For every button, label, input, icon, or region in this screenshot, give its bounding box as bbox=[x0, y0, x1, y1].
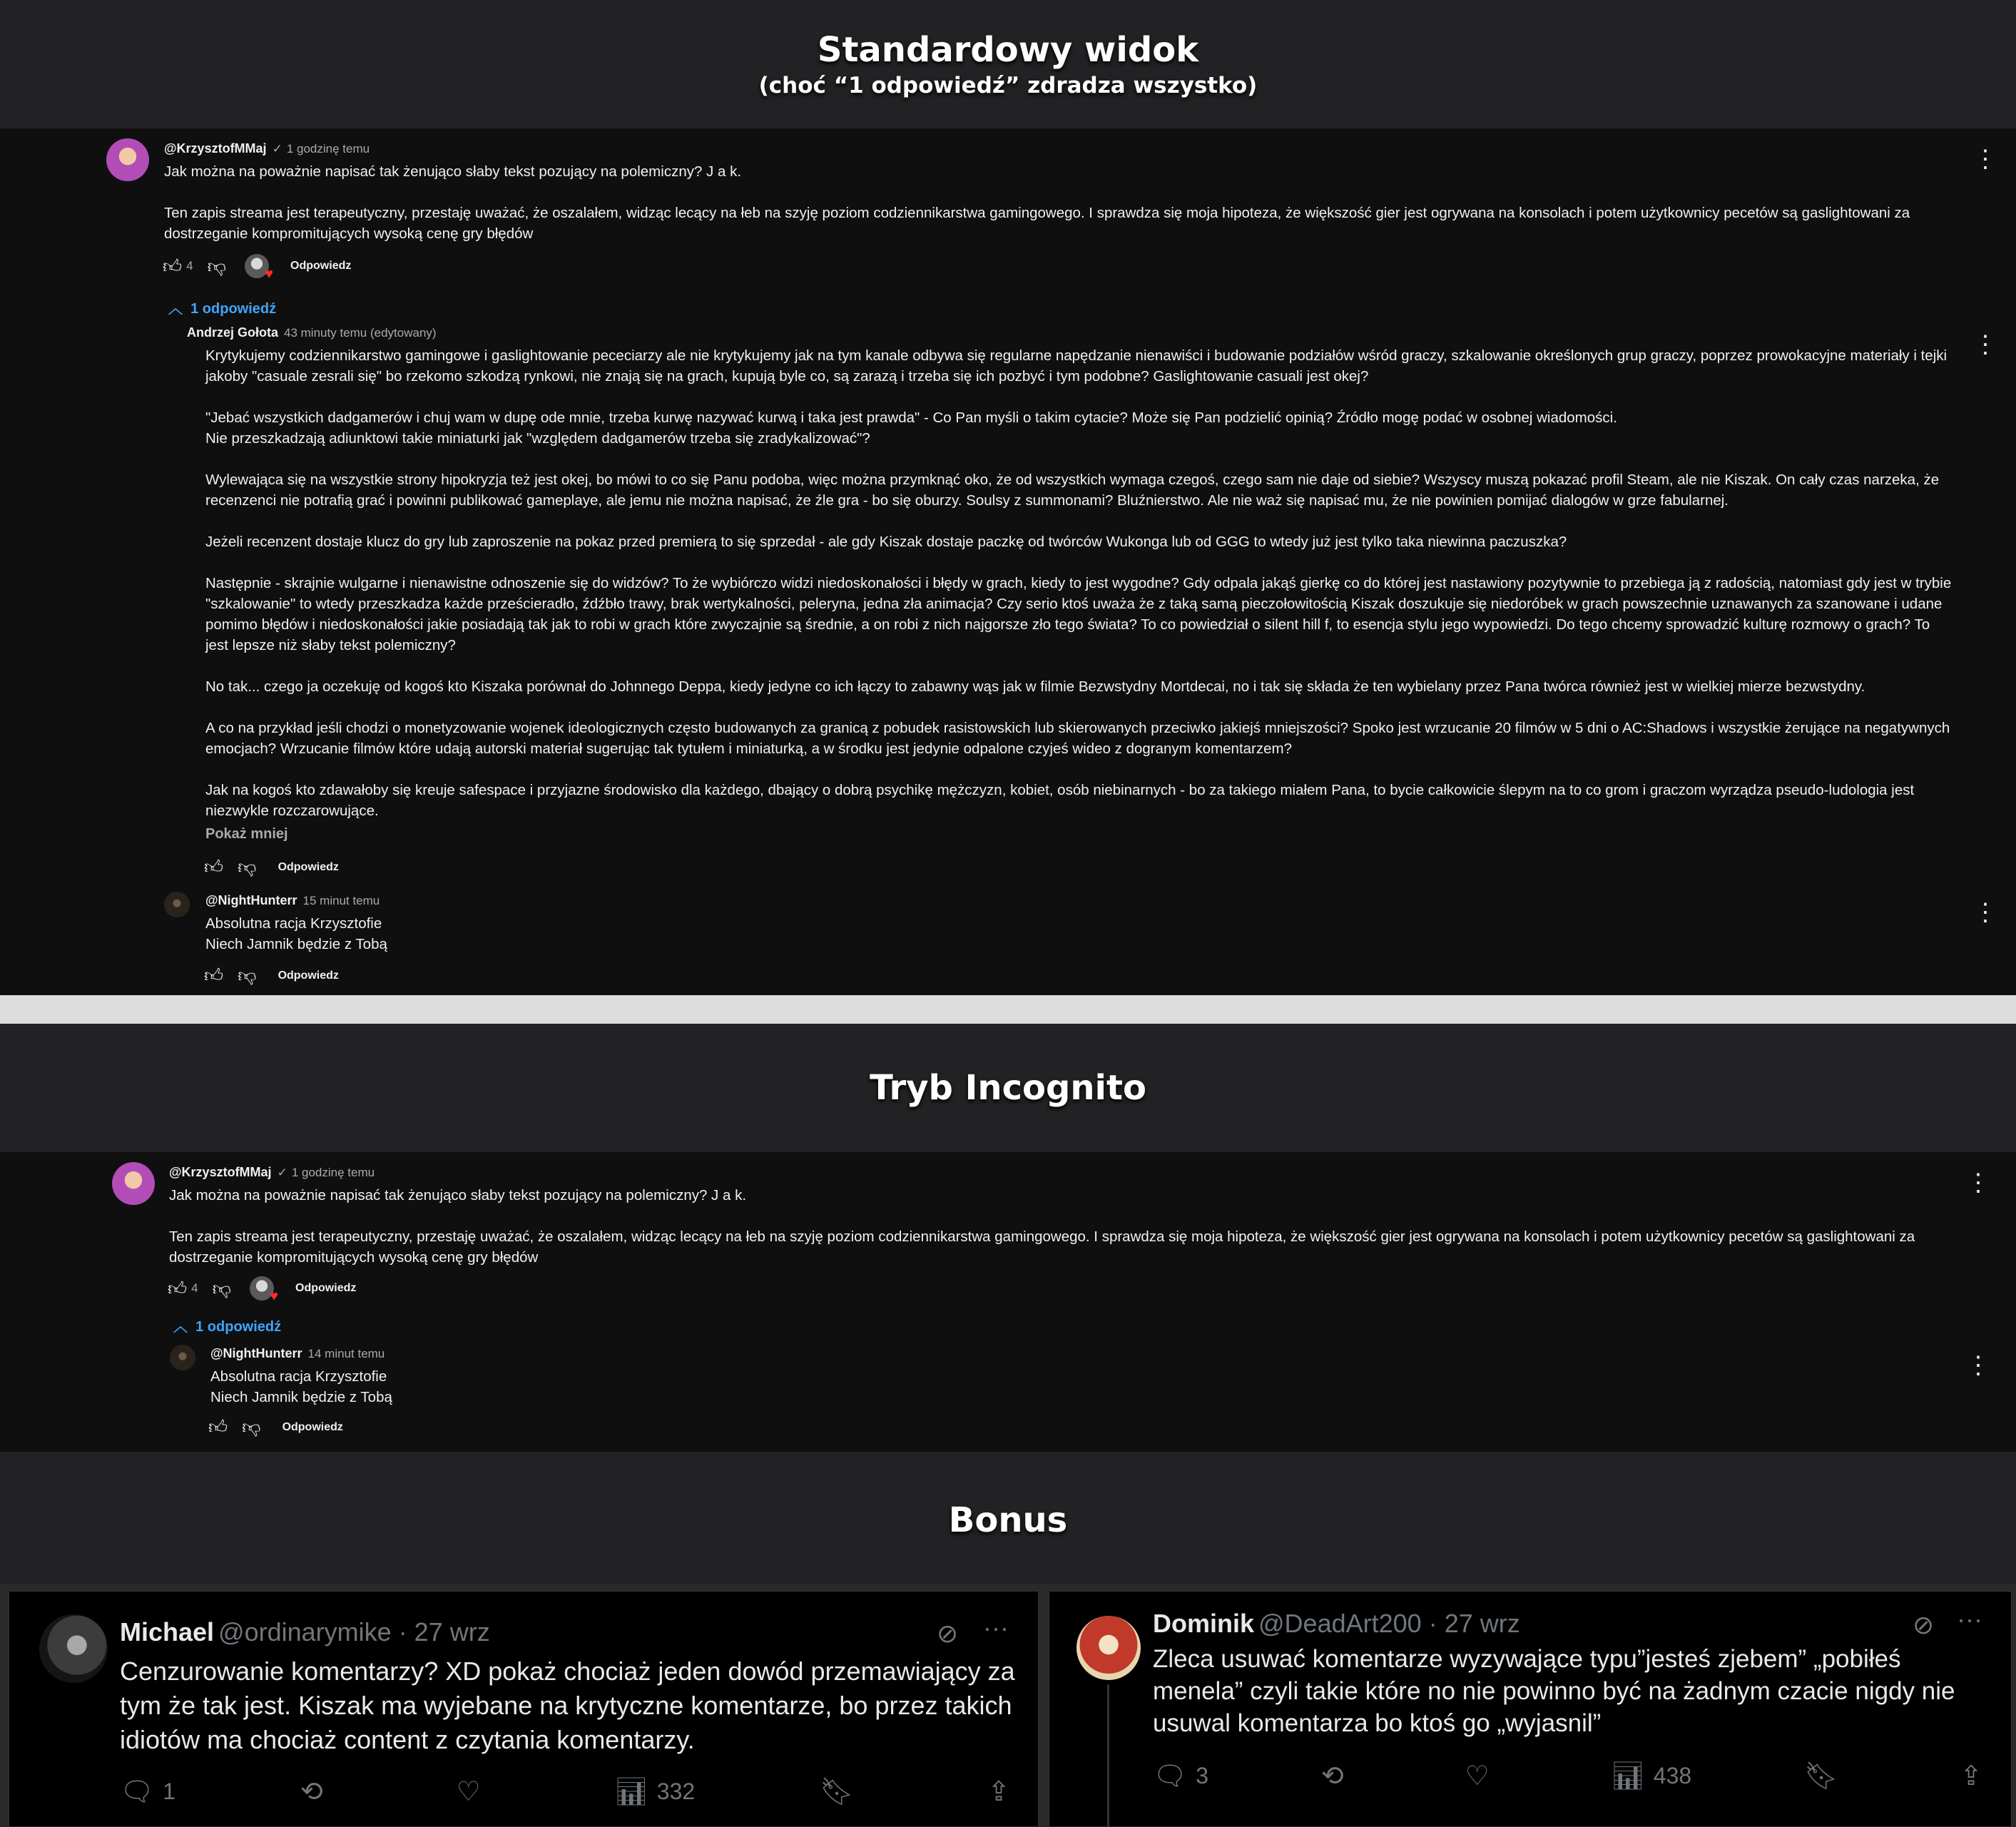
comment-text: Jak można na poważnie napisać tak żenująco słaby tekst pozujący na polemiczny? J a k. Ten zapis streama jest terapeutyczny, przestaję uważać, że oszalałem, widząc lecący na łeb na szyję poziom codziennikarstwa gamingowego. I sprawdza się moja hipoteza, że większość gier jest ogrywana na konsolach i potem użytkownicy pecetów są gaslightowani za dostrzeganie kompromitujących wysoką cenę gry błędów bbox=[169, 1187, 1915, 1266]
reply-button[interactable]: Odpowiedz bbox=[278, 969, 339, 982]
like-count: 4 bbox=[186, 259, 193, 273]
tweet-card[interactable] bbox=[9, 1591, 1039, 1827]
thread-line bbox=[1107, 1684, 1109, 1827]
like-action[interactable] bbox=[457, 1776, 489, 1808]
share-icon: ⇪ bbox=[1960, 1761, 1982, 1791]
reply-button[interactable]: Odpowiedz bbox=[295, 1282, 357, 1294]
more-menu-icon[interactable]: ⋮ bbox=[1966, 1352, 1990, 1379]
tweet-date[interactable]: · 27 wrz bbox=[1428, 1609, 1520, 1638]
reply-author[interactable]: Andrzej Gołota bbox=[187, 325, 279, 340]
replies-toggle[interactable]: ︿ 1 odpowiedź bbox=[173, 1319, 282, 1335]
tweet-header bbox=[120, 1617, 490, 1647]
tweet-handle[interactable]: @ordinarymike bbox=[218, 1617, 392, 1647]
reply-actions bbox=[204, 965, 339, 987]
reply-text: Absolutna racja Krzysztofie Niech Jamnik będzie z Tobą bbox=[205, 915, 387, 952]
youtube-comments-standard bbox=[0, 128, 2016, 995]
bookmark-action[interactable] bbox=[820, 1776, 862, 1808]
thumbs-down-icon[interactable]: 👎︎ bbox=[207, 255, 227, 277]
comment-actions bbox=[168, 1276, 356, 1301]
thumbs-down-icon[interactable]: 👎︎ bbox=[238, 856, 257, 877]
creator-heart-icon bbox=[250, 1276, 274, 1301]
tweet-actions bbox=[120, 1776, 1019, 1808]
reply-button[interactable]: Odpowiedz bbox=[290, 260, 352, 272]
retweet-action[interactable] bbox=[300, 1776, 332, 1808]
bookmark-icon: 🔖︎ bbox=[1804, 1761, 1839, 1791]
tweet-author-name[interactable]: Michael bbox=[120, 1617, 215, 1647]
tweet-handle[interactable]: @DeadArt200 bbox=[1258, 1609, 1422, 1638]
divider bbox=[0, 995, 2016, 1024]
like-count: 4 bbox=[191, 1281, 198, 1295]
section-banner-incognito bbox=[0, 1024, 2016, 1152]
comment-text: Jak można na poważnie napisać tak żenująco słaby tekst pozujący na polemiczny? J a k. Ten zapis streama jest terapeutyczny, przestaję uważać, że oszalałem, widząc lecący na łeb na szyję poziom codziennikarstwa gamingowego. I sprawdza się moja hipoteza, że większość gier jest ogrywana na konsolach i potem użytkownicy pecetów są gaslightowani za dostrzeganie kompromitujących wysoką cenę gry błędów bbox=[164, 163, 1910, 242]
thumbs-down-icon[interactable]: 👎︎ bbox=[212, 1277, 232, 1299]
bar-chart-icon: 📊︎ bbox=[614, 1776, 648, 1807]
heart-icon: ♡ bbox=[1465, 1761, 1490, 1791]
thumbs-down-icon[interactable]: 👎︎ bbox=[242, 1416, 261, 1437]
more-menu-icon[interactable]: ⋮ bbox=[1973, 899, 1997, 926]
tweet-text: Cenzurowanie komentarzy? XD pokaż chociaż jeden dowód przemawiający za tym że tak jest. Kiszak ma wyjebane na krytyczne komentarze, bo przez takich idiotów ma chociaż content z czytania komentarzy. bbox=[120, 1656, 1015, 1754]
section-title: Bonus bbox=[948, 1500, 1068, 1540]
chevron-up-icon: ︿ bbox=[168, 301, 183, 317]
bar-chart-icon: 📊︎ bbox=[1610, 1761, 1645, 1791]
reply-time[interactable]: 15 minut temu bbox=[302, 894, 380, 907]
section-title: Tryb Incognito bbox=[870, 1068, 1146, 1108]
avatar[interactable] bbox=[112, 1162, 155, 1205]
thumbs-up-icon[interactable]: 👍︎ bbox=[208, 1416, 228, 1437]
reply-meta bbox=[187, 325, 437, 340]
avatar[interactable] bbox=[1076, 1616, 1141, 1680]
reply-meta bbox=[205, 893, 380, 908]
tweet-card[interactable] bbox=[1049, 1591, 2012, 1827]
retweet-icon: ⟲ bbox=[1320, 1761, 1344, 1791]
reply-author[interactable]: @NightHunterr bbox=[205, 893, 297, 907]
more-menu-icon[interactable]: ⋮ bbox=[1973, 146, 1997, 173]
reply-actions bbox=[204, 856, 339, 878]
avatar[interactable] bbox=[39, 1614, 108, 1683]
more-menu-icon[interactable]: ··· bbox=[983, 1613, 1009, 1642]
comment-author[interactable]: @KrzysztofMMaj bbox=[169, 1165, 272, 1179]
section-banner-bonus bbox=[0, 1452, 2016, 1584]
share-action[interactable] bbox=[1960, 1760, 1991, 1792]
show-less-button[interactable]: Pokaż mniej bbox=[205, 826, 288, 842]
speech-bubble-icon: 🗨︎ bbox=[1153, 1761, 1188, 1791]
speech-bubble-icon: 🗨︎ bbox=[120, 1776, 155, 1807]
more-menu-icon[interactable]: ··· bbox=[1957, 1604, 1982, 1634]
thumbs-up-icon[interactable]: 👍︎ bbox=[204, 856, 224, 877]
avatar[interactable] bbox=[164, 892, 190, 917]
share-icon: ⇪ bbox=[987, 1777, 1010, 1807]
views-action[interactable]: 📊︎ 332 bbox=[614, 1776, 696, 1807]
reply-action[interactable]: 🗨︎ 1 bbox=[120, 1776, 176, 1807]
creator-heart-icon bbox=[245, 254, 269, 278]
tweet-actions bbox=[1153, 1760, 1991, 1792]
reply-action[interactable]: 🗨︎ 3 bbox=[1153, 1761, 1209, 1791]
more-menu-icon[interactable]: ⋮ bbox=[1966, 1169, 1990, 1196]
reply-time[interactable]: 43 minuty temu (edytowany) bbox=[284, 326, 437, 340]
comment-time[interactable]: 1 godzinę temu bbox=[291, 1166, 375, 1179]
thumbs-up-icon[interactable]: 👍︎ bbox=[204, 965, 224, 986]
reply-text: Absolutna racja Krzysztofie Niech Jamnik będzie z Tobą bbox=[210, 1368, 392, 1405]
reply-time[interactable]: 14 minut temu bbox=[307, 1347, 385, 1360]
avatar[interactable] bbox=[106, 138, 149, 181]
thumbs-up-icon[interactable]: 👍︎ bbox=[168, 1277, 188, 1299]
avatar[interactable] bbox=[170, 1345, 195, 1370]
section-subtitle: (choć “1 odpowiedź” zdradza wszystko) bbox=[758, 73, 1258, 98]
more-menu-icon[interactable]: ⋮ bbox=[1973, 331, 1997, 358]
section-title: Standardowy widok bbox=[817, 30, 1199, 70]
bonus-area bbox=[0, 1584, 2016, 1827]
reply-text: Krytykujemy codziennikarstwo gamingowe i gaslightowanie pececiarzy ale nie krytykujemy jak na tym kanale odbywa się regularne napędzanie nienawiści i budowanie podziałów wśród graczy, szkalowanie określonych grup graczy, poprzez prowokacyjne materiały i tejki jakoby "casuale zesrali się" bo rzekomo szkodzą rynkowi, nie znają się na grach, kupują byle co, są zarazą i trzeba się ich pozbyć i tym podobne? Gaslightowanie casuali jest okej? "Jebać wszystkich dadgamerów i chuj wam w dupę ode mnie, trzeba kurwę nazywać kurwą i taka jest prawda" - Co Pan myśli o takim cytacie? Może się Pan podzielić opinią? Źródło mogę podać w osobnej wiadomości. Nie przeszkadzają adiunktowi takie miniaturki jak "względem dadgamerów trzeba się zradykalizować"? Wylewająca się na wszystkie strony hipokryzja też jest okej, bo mówi to co się Panu podoba, więc można przymknąć oko, że od wszystkich wymaga czegoś, czego sam nie daje od siebie? Wszyscy muszą pokazać profil Steam, ale nie Kiszak. On cały czas narzeka, że recenzenci nie potrafią grać i powinni publikować gameplaye, ale jemu nie można napisać, że źle gra - bo się oburzy. Soulsy z summonami? Bluźnierstwo. Ale nie waż się napisać mu, że nie powinien pomijać dialogów w grze fabularnej. Jeżeli recenzent dostaje klucz do gry lub zaproszenie na pokaz przed premierą to się sprzedał - ale gdy Kiszak dostaje paczkę od twórców Wukonga lub od GGG to wtedy już jest tylko taka niewinna paczuszka? Następnie - skrajnie wulgarne i nienawistne odnoszenie się do widzów? To że wybiórczo widzi niedoskonałości i błędy w grach, kiedy to jest wygodne? Gdy odpala jakąś gierkę co do której jest nastawiony pozytywnie to przebiega ją z radością, natomiast gdy jest w trybie "szkalowanie" to wtedy przeszkadza każde prześcieradło, źdźbło trawy, brak wertykalności, peleryna, jedna zła animacja? Czy serio ktoś uważa że z taką samą pieczołowitością Kiszak doszukuje się niedoróbek w grach powszechnie uznawanych za szanowane i udane pomimo błędów i niedoskonałości jakie posiadają tak jak to robi w grach które zwyczajnie są średnie, a on robi z nich najgorsze zło tego świata? To co powiedział o silent hill f, to esencja stylu jego wypowiedzi. Do tego chcemy sprowadzić kulturę rozmowy o grach? To jest lepsze niż słaby tekst polemiczny? No tak... czego ja oczekuję od kogoś kto Kiszaka porównał do Johnnego Deppa, kiedy jedyne co ich łączy to zabawny wąs jak w filmie Bezwstydny Mortdecai, no i tak się składa że ten wybielany przez Pana twórca również jest w wielkiej mierze bezwstydny. A co na przykład jeśli chodzi o monetyzowanie wojenek ideologicznych często budowanych za granicą z pobudek rasistowskich lub skierowanych przeciwko jakiejś mniejszości? Spoko jest wrzucanie 20 filmów w 5 dni o AC:Shadows i wszystkie żerujące na negatywnych emocjach? Wrzucanie filmów które udają autorski materiał sugerując tak tytułem i miniaturką, a w środku jest jedynie odpalone czyjeś wideo z dogranym komentarzem? Jak na kogoś kto zdawałoby się kreuje safespace i przyjazne środowisko dla każdego, dbający o dobrą psychikę mężczyzn, kobiet, osób niebinarnych - bo za takiego miałem Pana, to bycie całkowicie ślepym na to co grom i graczom wyrządza pseudo-ludologia jest niezwykle rozczarowujące. bbox=[205, 347, 1952, 819]
verified-check-icon: ✓ bbox=[277, 1166, 287, 1179]
reply-actions bbox=[208, 1416, 343, 1438]
tweet-author-name[interactable]: Dominik bbox=[1153, 1609, 1255, 1638]
thumbs-down-icon[interactable]: 👎︎ bbox=[238, 965, 257, 986]
retweet-icon: ⟲ bbox=[300, 1777, 323, 1807]
reply-button[interactable]: Odpowiedz bbox=[278, 860, 339, 873]
tweet-date[interactable]: · 27 wrz bbox=[398, 1617, 490, 1647]
like-action[interactable] bbox=[1465, 1760, 1498, 1792]
grok-icon[interactable]: ⊘ bbox=[937, 1619, 959, 1648]
comment-meta bbox=[164, 141, 370, 156]
reply-button[interactable]: Odpowiedz bbox=[282, 1420, 343, 1433]
comment-actions bbox=[163, 254, 351, 278]
heart-icon: ♡ bbox=[456, 1777, 481, 1807]
tweet-header bbox=[1153, 1609, 1520, 1639]
thumbs-up-icon[interactable]: 👍︎ bbox=[163, 255, 183, 277]
reply-meta bbox=[210, 1346, 385, 1361]
section-banner-standard bbox=[0, 0, 2016, 128]
verified-check-icon: ✓ bbox=[272, 142, 282, 156]
chevron-up-icon: ︿ bbox=[173, 1319, 188, 1335]
comment-time[interactable]: 1 godzinę temu bbox=[286, 142, 370, 156]
retweet-action[interactable] bbox=[1321, 1760, 1353, 1792]
reply-author[interactable]: @NightHunterr bbox=[210, 1346, 302, 1360]
replies-toggle[interactable]: ︿ 1 odpowiedź bbox=[168, 301, 277, 317]
tweet-text: Zleca usuwać komentarze wyzywające typu”jesteś zjebem” „pobiłeś menela” czyli takie które no nie powinno być na żadnym czacie nigdy nie usuwal komentarza bo ktoś go „wyjasnil” bbox=[1153, 1645, 1955, 1737]
views-action[interactable]: 📊︎ 438 bbox=[1610, 1761, 1692, 1791]
share-action[interactable] bbox=[987, 1776, 1019, 1808]
comment-meta bbox=[169, 1165, 375, 1180]
bookmark-action[interactable] bbox=[1804, 1761, 1847, 1792]
youtube-comments-incognito bbox=[0, 1152, 2016, 1452]
grok-icon[interactable]: ⊘ bbox=[1913, 1610, 1935, 1639]
bookmark-icon: 🔖︎ bbox=[820, 1776, 855, 1807]
comment-author[interactable]: @KrzysztofMMaj bbox=[164, 141, 267, 156]
